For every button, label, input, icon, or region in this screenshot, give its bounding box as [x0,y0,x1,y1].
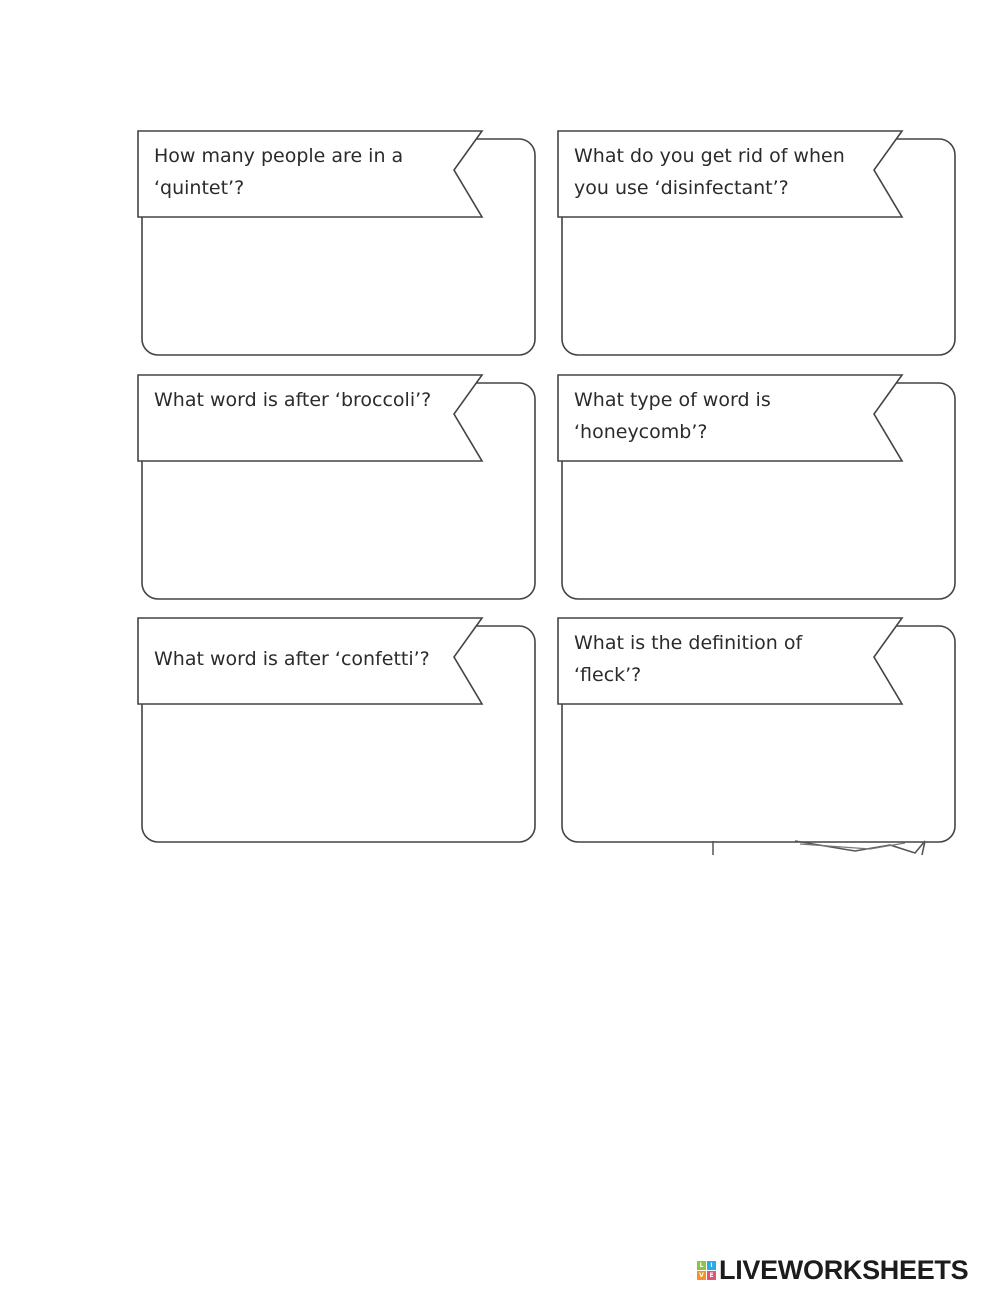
answer-area[interactable] [567,220,947,345]
question-card-6 [557,617,957,847]
question-card-2 [557,130,957,360]
logo-mark-cell: L [697,1261,706,1270]
scribble-mark [700,835,940,860]
question-text: What word is after ‘broccoli’? [154,389,432,411]
logo-mark-cell: V [697,1271,706,1280]
liveworksheets-logo [697,1255,968,1285]
answer-area[interactable] [147,220,527,345]
question-text: What word is after ‘confetti’? [154,648,430,670]
answer-area[interactable] [147,464,527,589]
question-card-1 [137,130,537,360]
question-text: How many people are in a ‘quintet’? [154,145,404,199]
logo-mark-icon [697,1261,716,1280]
question-card-5 [137,617,537,847]
question-card-4 [557,374,957,604]
answer-area[interactable] [567,464,947,589]
question-text: What type of word is ‘honeycomb’? [574,389,771,443]
logo-mark-cell: I [707,1261,716,1270]
question-card-3 [137,374,537,604]
answer-area[interactable] [567,707,947,832]
logo-text: LIVEWORKSHEETS [719,1254,969,1285]
logo-mark-cell: E [707,1271,716,1280]
answer-area[interactable] [147,707,527,832]
question-text: What is the definition of ‘fleck’? [574,632,803,686]
question-text: What do you get rid of when you use ‘disinfectant’? [574,145,845,199]
